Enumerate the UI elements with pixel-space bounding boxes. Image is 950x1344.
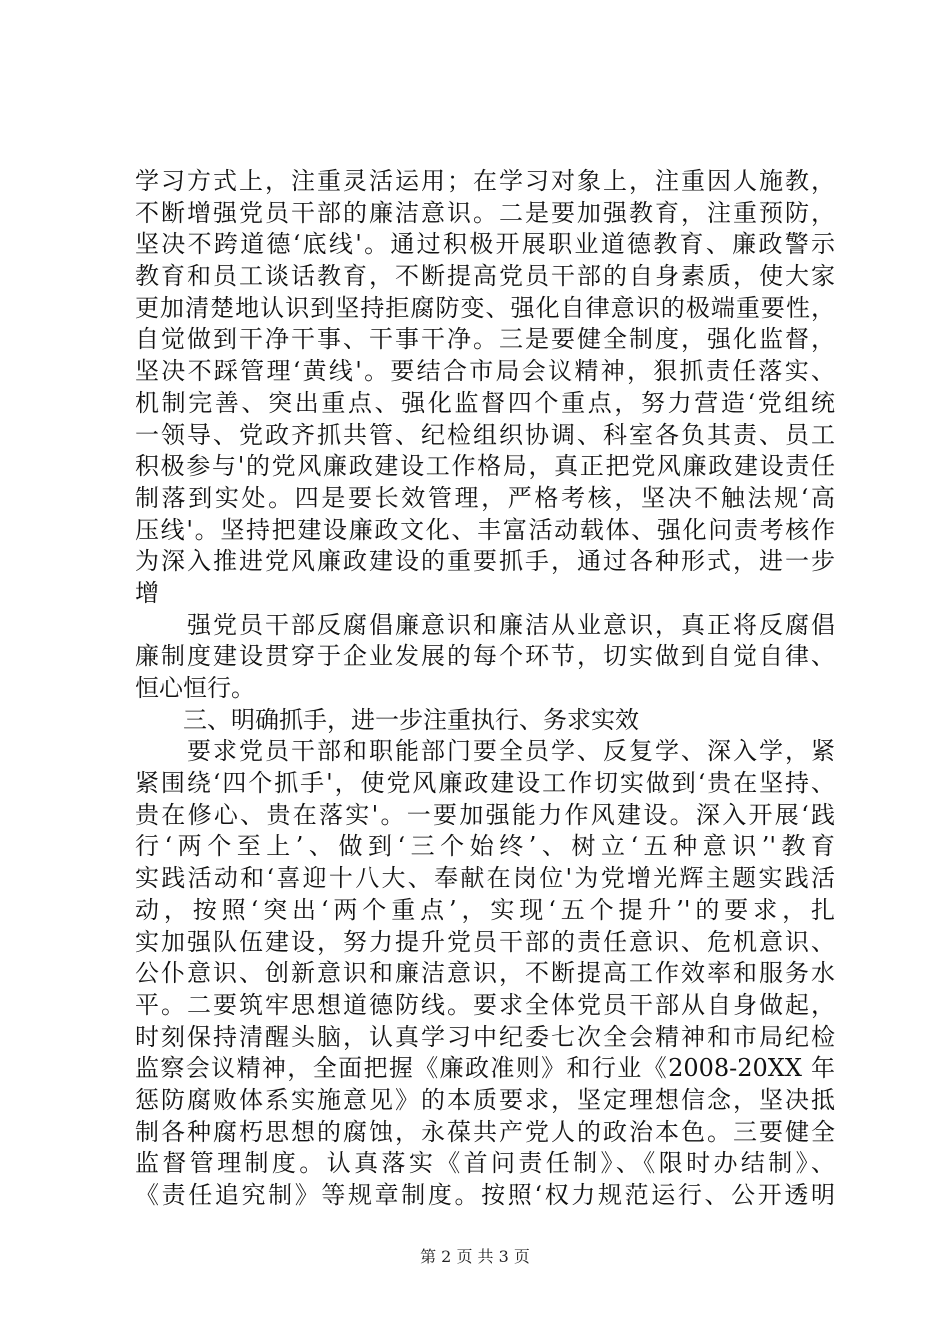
text-line: 监督管理制度。认真落实《首问责任制》、《限时办结制》、 — [135, 1149, 835, 1178]
text-line: 时刻保持清醒头脑，认真学习中纪委七次全会精神和市局纪检 — [135, 1022, 835, 1051]
text-line: 实加强队伍建设，努力提升党员干部的责任意识、危机意识、 — [135, 927, 835, 956]
text-line: 平。二要筑牢思想道德防线。要求全体党员干部从自身做起， — [135, 990, 835, 1019]
text-line: 一领导、党政齐抓共管、纪检组织协调、科室各负其责、员工 — [135, 420, 835, 449]
text-line: 坚决不跨道德‘底线'。通过积极开展职业道德教育、廉政警示 — [135, 230, 835, 259]
text-line: 贵在修心、贵在落实'。一要加强能力作风建设。深入开展‘践 — [135, 800, 835, 829]
text-line: 实践活动和‘喜迎十八大、奉献在岗位'为党增光辉主题实践活 — [135, 864, 835, 893]
text-line: 强党员干部反腐倡廉意识和廉洁从业意识，真正将反腐倡 — [135, 610, 835, 639]
text-line: 《责任追究制》等规章制度。按照‘权力规范运行、公开透明 — [135, 1181, 835, 1209]
text-line: 教育和员工谈话教育，不断提高党员干部的自身素质，使大家 — [135, 262, 835, 291]
document-body — [135, 166, 835, 1212]
text-line: 要求党员干部和职能部门要全员学、反复学、深入学，紧 — [135, 737, 835, 766]
text-line: 紧围绕‘四个抓手'，使党风廉政建设工作切实做到‘贵在坚持、 — [135, 769, 835, 798]
text-line: 动，按照‘突出‘两个重点’，实现‘五个提升’'的要求，扎 — [135, 895, 835, 924]
text-line: 为深入推进党风廉政建设的重要抓手，通过各种形式，进一步 — [135, 547, 835, 576]
page-footer: 第 2 页 共 3 页 — [420, 1247, 530, 1266]
text-line: 坚决不踩管理‘黄线'。要结合市局会议精神，狠抓责任落实、 — [135, 357, 835, 386]
text-line: 增 — [135, 578, 159, 607]
text-line: 制落到实处。四是要长效管理，严格考核，坚决不触法规‘高 — [135, 483, 835, 512]
text-line: 公仆意识、创新意识和廉洁意识，不断提高工作效率和服务水 — [135, 959, 835, 988]
text-line: 压线'。坚持把建设廉政文化、丰富活动载体、强化问责考核作 — [135, 515, 835, 544]
text-line: 制各种腐朽思想的腐蚀，永葆共产党人的政治本色。三要健全 — [135, 1117, 835, 1146]
text-line: 更加清楚地认识到坚持拒腐防变、强化自律意识的极端重要性， — [135, 293, 835, 322]
text-line: 廉制度建设贯穿于企业发展的每个环节，切实做到自觉自律、 — [135, 642, 835, 671]
text-line: 机制完善、突出重点、强化监督四个重点，努力营造‘党组统 — [135, 388, 835, 417]
text-line: 监察会议精神，全面把握《廉政准则》和行业《2008-20XX 年 — [135, 1054, 835, 1083]
text-line: 惩防腐败体系实施意见》的本质要求，坚定理想信念，坚决抵 — [135, 1085, 835, 1114]
text-line: 恒心恒行。 — [135, 674, 255, 702]
text-line: 不断增强党员干部的廉洁意识。二是要加强教育，注重预防， — [135, 198, 835, 227]
text-line: 学习方式上，注重灵活运用；在学习对象上，注重因人施教， — [135, 167, 835, 195]
text-line: 三、明确抓手，进一步注重执行、务求实效 — [135, 705, 639, 734]
text-line: 积极参与'的党风廉政建设工作格局，真正把党风廉政建设责任 — [135, 452, 835, 481]
text-line: 自觉做到干净干事、干事干净。三是要健全制度，强化监督， — [135, 325, 835, 354]
text-line: 行‘两个至上’、做到‘三个始终’、树立‘五种意识’'教育 — [135, 832, 835, 861]
